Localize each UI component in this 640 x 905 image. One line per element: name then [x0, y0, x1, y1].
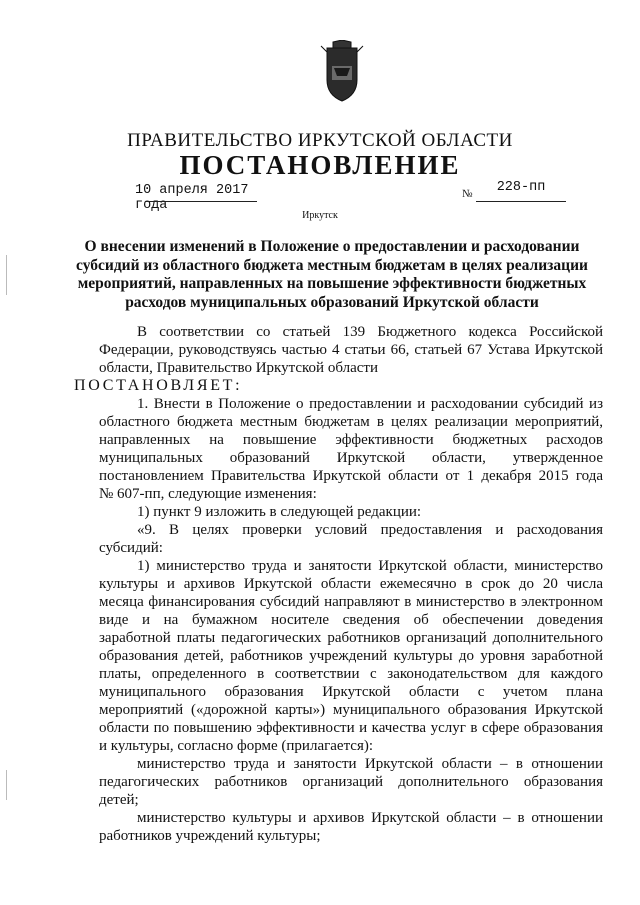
- document-number: 228-пп: [496, 180, 546, 195]
- body-line: 1. Внести в Положение о предоставлении и расходовании субсидий из: [137, 396, 603, 412]
- body-line: 1) министерство труда и занятости Иркутской области, министерство: [137, 558, 603, 574]
- body-line: работников учреждений культуры;: [99, 828, 321, 844]
- body-line: культуры и архивов Иркутской области ежемесячно в срок до 20 числа: [99, 576, 603, 592]
- body-line: области, Правительство Иркутской области: [99, 360, 378, 376]
- body-line: муниципального образования Иркутской области с учетом плана: [99, 684, 603, 700]
- body-line: постановлением Правительства Иркутской области от 1 декабря 2015 года: [99, 468, 603, 484]
- scan-edge-mark: [6, 255, 7, 295]
- body-line: заработной платы педагогических работников организаций дополнительного: [99, 630, 603, 646]
- body-line: № 607-пп, следующие изменения:: [99, 486, 317, 502]
- body-line: министерство труда и занятости Иркутской области – в отношении: [137, 756, 603, 772]
- document-title: О внесении изменений в Положение о предоставлении и расходовании субсидий из областного бюджета местным бюджетам в целях реализации мероприятий, направленных на повышение эффективности бюджетных расходов муниципальных образований Иркутской области: [76, 238, 588, 311]
- coat-of-arms-icon: [317, 40, 367, 102]
- number-sign: №: [462, 188, 473, 200]
- body-line: педагогических работников организаций дополнительного образования: [99, 774, 603, 790]
- body-line: 1) пункт 9 изложить в следующей редакции:: [137, 504, 422, 520]
- number-underline: [476, 201, 566, 202]
- body-line: Федерации, руководствуясь частью 4 статьи 66, статьей 67 Устава Иркутской: [99, 342, 603, 358]
- body-line: платы, определенного в соответствии с законодательством для каждого: [99, 666, 603, 682]
- body-line: областного бюджета местным бюджетам в целях реализации мероприятий,: [99, 414, 603, 430]
- body-line: министерство культуры и архивов Иркутской области – в отношении: [137, 810, 603, 826]
- body-line-decree: ПОСТАНОВЛЯЕТ:: [74, 377, 243, 394]
- government-name: ПРАВИТЕЛЬСТВО ИРКУТСКОЙ ОБЛАСТИ: [127, 130, 513, 151]
- body-line: субсидий:: [99, 540, 163, 556]
- body-line: «9. В целях проверки условий предоставления и расходования: [137, 522, 603, 538]
- body-line: мероприятий («дорожной карты») муниципального образования Иркутской: [99, 702, 603, 718]
- body-line: виде и на бумажном носителе сведения об обеспечении доведения: [99, 612, 603, 628]
- body-line: В соответствии со статьей 139 Бюджетного кодекса Российской: [137, 324, 603, 340]
- scan-edge-mark: [6, 770, 7, 800]
- date-underline: [145, 201, 257, 202]
- body-line: детей;: [99, 792, 139, 808]
- body-line: образования детей, работников учреждений культуры до уровня заработной: [99, 648, 603, 664]
- body-line: месяца финансирования субсидий направляют в министерство в электронном: [99, 594, 603, 610]
- body-line: муниципальных образований Иркутской области, утвержденное: [99, 450, 603, 466]
- document-city: Иркутск: [302, 210, 338, 221]
- document-date: 10 апреля 2017 года: [135, 183, 249, 213]
- document-type: ПОСТАНОВЛЕНИЕ: [179, 150, 461, 180]
- body-line: области по повышению эффективности и качества услуг в сфере образования: [99, 720, 603, 736]
- body-line: направленных на повышение эффективности бюджетных расходов: [99, 432, 603, 448]
- document-body: [74, 323, 603, 845]
- body-line: и культуры, согласно форме (прилагается):: [99, 738, 374, 754]
